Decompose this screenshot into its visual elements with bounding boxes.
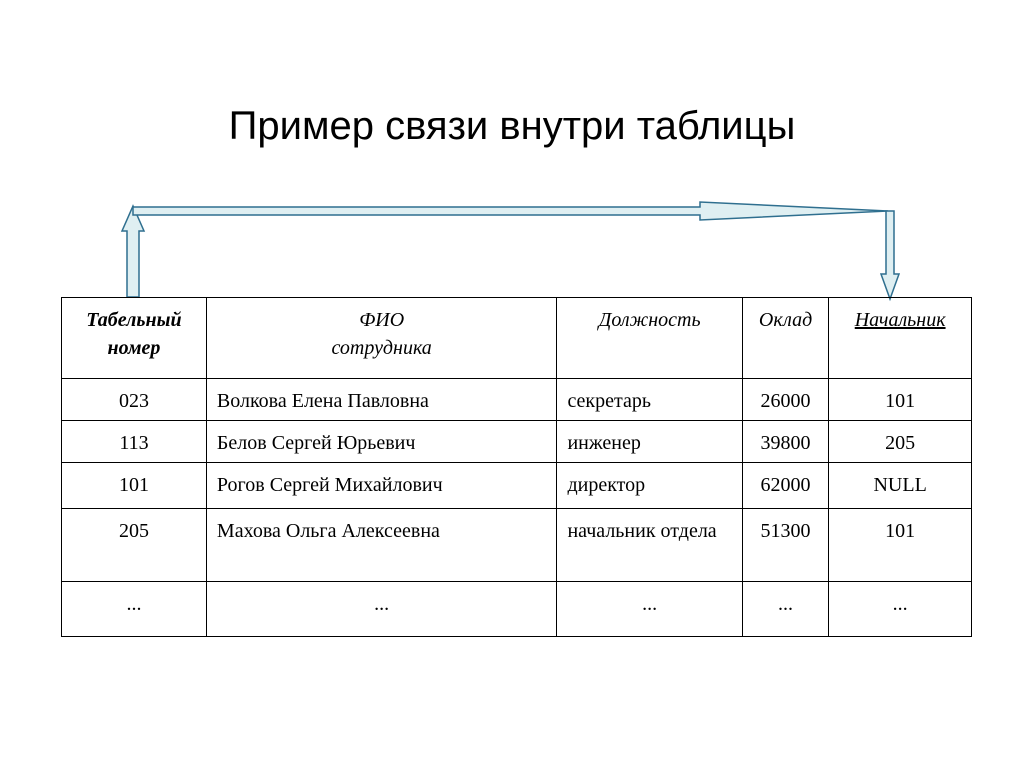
cell-salary: 51300	[742, 509, 829, 582]
cell-fio: Махова Ольга Алексеевна	[206, 509, 557, 582]
cell-ellipsis: ...	[557, 582, 742, 637]
cell-position: секретарь	[557, 379, 742, 421]
header-tab-number: Табельный номер	[62, 298, 207, 379]
cell-tab-number: 113	[62, 421, 207, 463]
cell-tab-number: 205	[62, 509, 207, 582]
cell-chief: 101	[829, 379, 972, 421]
table-header-row	[62, 298, 972, 379]
cell-salary: 26000	[742, 379, 829, 421]
cell-salary: 39800	[742, 421, 829, 463]
cell-position: инженер	[557, 421, 742, 463]
cell-tab-number: 101	[62, 463, 207, 509]
header-position: Должность	[557, 298, 742, 379]
header-fio: ФИО сотрудника	[206, 298, 557, 379]
table-row	[62, 463, 972, 509]
cell-chief: 101	[829, 509, 972, 582]
table-row	[62, 379, 972, 421]
table-row	[62, 509, 972, 582]
up-arrow-icon	[122, 206, 144, 297]
table-row	[62, 421, 972, 463]
employees-table	[61, 297, 972, 637]
slide-title: Пример связи внутри таблицы	[228, 104, 796, 148]
cell-position: начальник отдела	[557, 509, 742, 582]
header-salary: Оклад	[742, 298, 829, 379]
down-arrow-icon	[881, 211, 899, 299]
cell-fio: Волкова Елена Павловна	[206, 379, 557, 421]
cell-ellipsis: ...	[742, 582, 829, 637]
cell-position: директор	[557, 463, 742, 509]
cell-chief: NULL	[829, 463, 972, 509]
table-row	[62, 582, 972, 637]
right-arrow-icon	[133, 202, 888, 220]
cell-fio: Белов Сергей Юрьевич	[206, 421, 557, 463]
header-chief: Начальник	[829, 298, 972, 379]
cell-ellipsis: ...	[829, 582, 972, 637]
cell-salary: 62000	[742, 463, 829, 509]
cell-ellipsis: ...	[62, 582, 207, 637]
cell-tab-number: 023	[62, 379, 207, 421]
cell-chief: 205	[829, 421, 972, 463]
cell-ellipsis: ...	[206, 582, 557, 637]
cell-fio: Рогов Сергей Михайлович	[206, 463, 557, 509]
